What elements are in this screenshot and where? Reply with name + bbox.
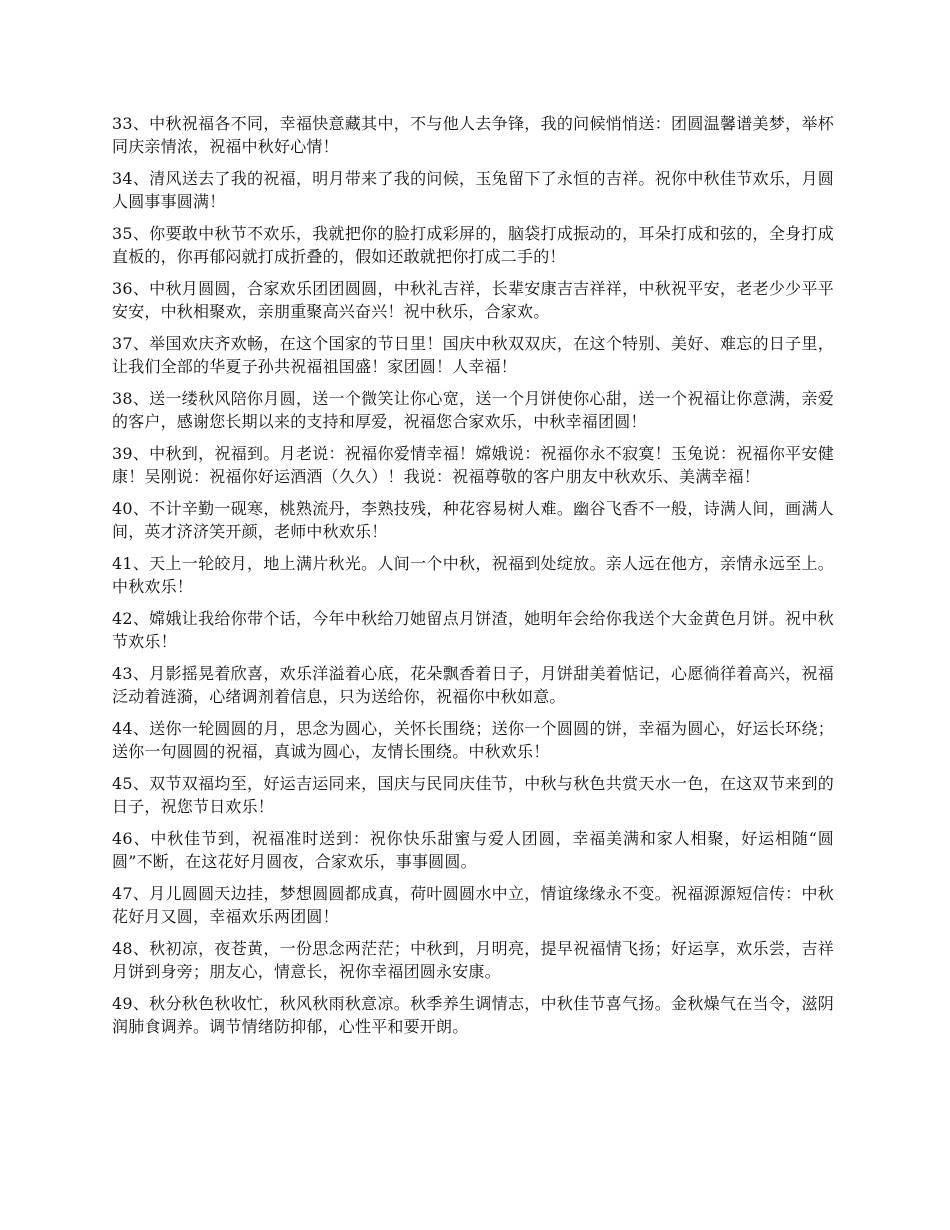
paragraph-38: 38、送一缕秋风陪你月圆，送一个微笑让你心宽，送一个月饼使你心甜，送一个祝福让你意满，亲爱的客户，感谢您长期以来的支持和厚爱，祝福您合家欢乐，中秋幸福团圆！ [112,389,834,431]
paragraph-36: 36、中秋月圆圆，合家欢乐团团圆圆，中秋礼吉祥，长辈安康吉吉祥祥，中秋祝平安，老老少少平平安安，中秋相聚欢，亲朋重聚高兴奋兴！祝中秋乐，合家欢。 [112,279,834,321]
paragraph-35: 35、你要敢中秋节不欢乐，我就把你的脸打成彩屏的，脑袋打成振动的，耳朵打成和弦的，全身打成直板的，你再郁闷就打成折叠的，假如还敢就把你打成二手的！ [112,224,834,266]
paragraph-42: 42、嫦娥让我给你带个话，今年中秋给刀她留点月饼渣，她明年会给你我送个大金黄色月饼。祝中秋节欢乐！ [112,609,834,651]
paragraph-37: 37、举国欢庆齐欢畅，在这个国家的节日里！国庆中秋双双庆，在这个特别、美好、难忘的日子里，让我们全部的华夏子孙共祝福祖国盛！家团圆！人幸福！ [112,334,834,376]
paragraph-44: 44、送你一轮圆圆的月，思念为圆心，关怀长围绕；送你一个圆圆的饼，幸福为圆心，好运长环绕；送你一句圆圆的祝福，真诚为圆心，友情长围绕。中秋欢乐！ [112,719,834,761]
paragraph-40: 40、不计辛勤一砚寒，桃熟流丹，李熟技残，种花容易树人难。幽谷飞香不一般，诗满人间，画满人间，英才济济笑开颜，老师中秋欢乐！ [112,499,834,541]
paragraph-41: 41、天上一轮皎月，地上满片秋光。人间一个中秋，祝福到处绽放。亲人远在他方，亲情永远至上。中秋欢乐！ [112,554,834,596]
paragraph-43: 43、月影摇晃着欣喜，欢乐洋溢着心底，花朵飘香着日子，月饼甜美着惦记，心愿徜徉着高兴，祝福泛动着涟漪，心绪调剂着信息，只为送给你，祝福你中秋如意。 [112,664,834,706]
paragraph-33: 33、中秋祝福各不同，幸福快意藏其中，不与他人去争锋，我的问候悄悄送：团圆温馨谱美梦，举杯同庆亲情浓，祝福中秋好心情！ [112,114,834,156]
paragraph-48: 48、秋初凉，夜苍黄，一份思念两茫茫；中秋到，月明亮，提早祝福情飞扬；好运享，欢乐尝，吉祥月饼到身旁；朋友心，情意长，祝你幸福团圆永安康。 [112,939,834,981]
paragraph-39: 39、中秋到，祝福到。月老说：祝福你爱情幸福！嫦娥说：祝福你永不寂寞！玉兔说：祝福你平安健康！吴刚说：祝福你好运酒酒（久久）！我说：祝福尊敬的客户朋友中秋欢乐、美满幸福！ [112,444,834,486]
paragraph-49: 49、秋分秋色秋收忙，秋风秋雨秋意凉。秋季养生调情志，中秋佳节喜气扬。金秋燥气在当令，滋阴润肺食调养。调节情绪防抑郁，心性平和要开朗。 [112,994,834,1036]
paragraph-34: 34、清风送去了我的祝福，明月带来了我的问候，玉兔留下了永恒的吉祥。祝你中秋佳节欢乐，月圆人圆事事圆满！ [112,169,834,211]
paragraph-46: 46、中秋佳节到，祝福准时送到：祝你快乐甜蜜与爱人团圆，幸福美满和家人相聚，好运相随“圆圆”不断，在这花好月圆夜，合家欢乐，事事圆圆。 [112,829,834,871]
document-body [112,112,834,1047]
paragraph-45: 45、双节双福均至，好运吉运同来，国庆与民同庆佳节，中秋与秋色共赏天水一色，在这双节来到的日子，祝您节日欢乐！ [112,774,834,816]
paragraph-47: 47、月儿圆圆天边挂，梦想圆圆都成真，荷叶圆圆水中立，情谊缘缘永不变。祝福源源短信传：中秋花好月又圆，幸福欢乐两团圆！ [112,884,834,926]
